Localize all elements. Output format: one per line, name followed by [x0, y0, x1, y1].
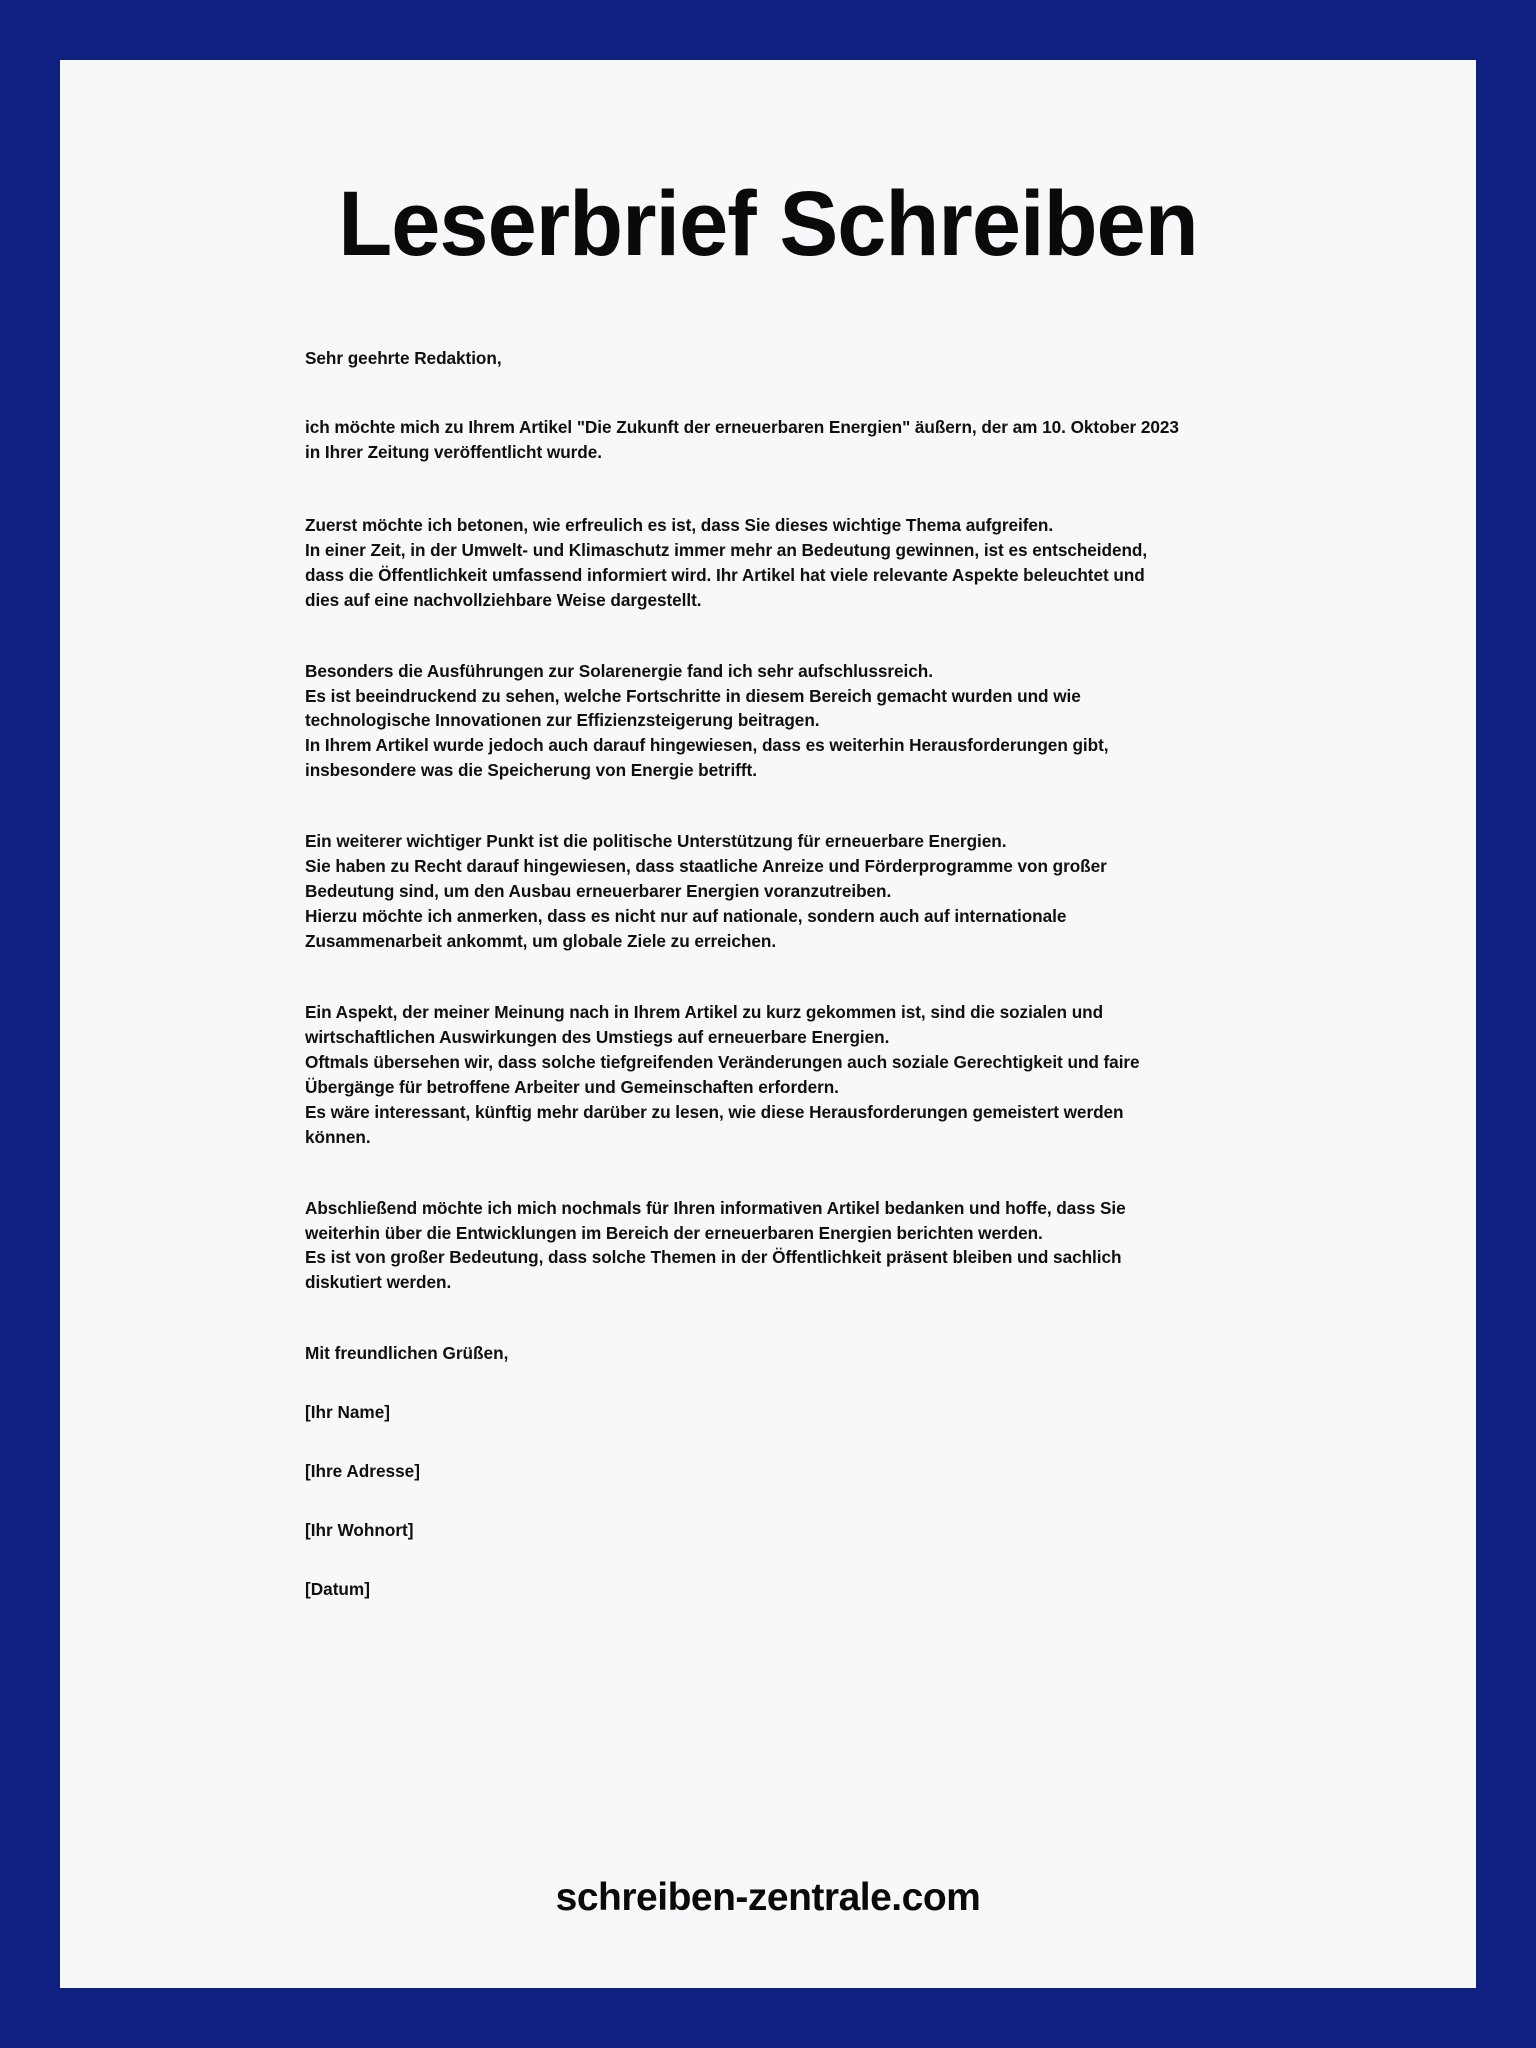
paragraph-line: können. — [305, 1126, 371, 1147]
paragraph-line: In einer Zeit, in der Umwelt- und Klimaschutz immer mehr an Bedeutung gewinnen, ist es entscheidend, — [305, 539, 1148, 560]
paragraph-line: weiterhin über die Entwicklungen im Bereich der erneuerbaren Energien berichten werden. — [305, 1222, 1043, 1243]
paragraph-line: Abschließend möchte ich mich nochmals für Ihren informativen Artikel bedanken und hoffe, dass Sie — [305, 1197, 1126, 1218]
placeholder-address: [Ihre Adresse] — [305, 1461, 420, 1482]
paragraph-line: Hierzu möchte ich anmerken, dass es nicht nur auf nationale, sondern auch auf internationale — [305, 906, 1067, 927]
paragraph-line: technologische Innovationen zur Effizienzsteigerung beitragen. — [305, 710, 820, 731]
letter-body — [60, 346, 1476, 1876]
footer-brand: schreiben-zentrale.com — [555, 1876, 981, 1919]
paragraph-line: Zusammenarbeit ankommt, um globale Ziele zu erreichen. — [305, 931, 777, 951]
placeholder-date: [Datum] — [305, 1579, 370, 1600]
paragraph-line: In Ihrem Artikel wurde jedoch auch darauf hingewiesen, dass es weiterhin Herausforderungen gibt, — [305, 735, 1109, 756]
paragraph-intro — [305, 415, 1236, 465]
page-title: Leserbrief Schreiben — [338, 173, 1198, 275]
paragraph-line: Zuerst möchte ich betonen, wie erfreulich es ist, dass Sie dieses wichtige Thema aufgreifen. — [305, 514, 1054, 535]
paragraph-line: Es ist von großer Bedeutung, dass solche Themen in der Öffentlichkeit präsent bleiben und sachlich — [305, 1247, 1122, 1268]
paragraph-line: Besonders die Ausführungen zur Solarenergie fand ich sehr aufschlussreich. — [305, 660, 933, 681]
paragraph-line: Es ist beeindruckend zu sehen, welche Fortschritte in diesem Bereich gemacht wurden und wie — [305, 685, 1081, 706]
signature-block — [305, 1341, 1236, 1602]
paragraph-line: Oftmals übersehen wir, dass solche tiefgreifenden Veränderungen auch soziale Gerechtigkeit und faire — [305, 1051, 1140, 1072]
document-page — [60, 60, 1476, 1988]
paragraph-line: insbesondere was die Speicherung von Energie betrifft. — [305, 760, 757, 781]
paragraph-line: Übergänge für betroffene Arbeiter und Gemeinschaften erfordern. — [305, 1076, 839, 1097]
paragraph-line: dass die Öffentlichkeit umfassend informiert wird. Ihr Artikel hat viele relevante Aspekte beleuchtet und — [305, 564, 1145, 585]
paragraph-line: diskutiert werden. — [305, 1272, 452, 1293]
paragraph-social — [305, 1000, 1236, 1150]
closing-greeting: Mit freundlichen Grüßen, — [305, 1343, 509, 1364]
paragraph-line: in Ihrer Zeitung veröffentlicht wurde. — [305, 441, 602, 462]
placeholder-name: [Ihr Name] — [305, 1402, 390, 1423]
paragraph-line: Ein Aspekt, der meiner Meinung nach in Ihrem Artikel zu kurz gekommen ist, sind die sozialen und — [305, 1001, 1104, 1022]
paragraph-line: Es wäre interessant, künftig mehr darüber zu lesen, wie diese Herausforderungen gemeistert werden — [305, 1101, 1124, 1122]
salutation: Sehr geehrte Redaktion, — [305, 348, 502, 368]
paragraph-line: wirtschaftlichen Auswirkungen des Umstiegs auf erneuerbare Energien. — [305, 1026, 890, 1047]
placeholder-city: [Ihr Wohnort] — [305, 1520, 414, 1541]
paragraph-line: ich möchte mich zu Ihrem Artikel "Die Zukunft der erneuerbaren Energien" äußern, der am 10. Oktober 2023 — [305, 416, 1179, 437]
paragraph-praise — [305, 513, 1236, 613]
paragraph-solar — [305, 659, 1236, 784]
paragraph-line: Ein weiterer wichtiger Punkt ist die politische Unterstützung für erneuerbare Energien. — [305, 831, 1007, 852]
paragraph-line: Bedeutung sind, um den Ausbau erneuerbarer Energien voranzutreiben. — [305, 881, 892, 902]
paragraph-line: dies auf eine nachvollziehbare Weise dargestellt. — [305, 589, 702, 610]
paragraph-closing — [305, 1196, 1236, 1296]
paragraph-politics — [305, 829, 1236, 954]
paragraph-line: Sie haben zu Recht darauf hingewiesen, dass staatliche Anreize und Förderprogramme von großer — [305, 856, 1107, 877]
